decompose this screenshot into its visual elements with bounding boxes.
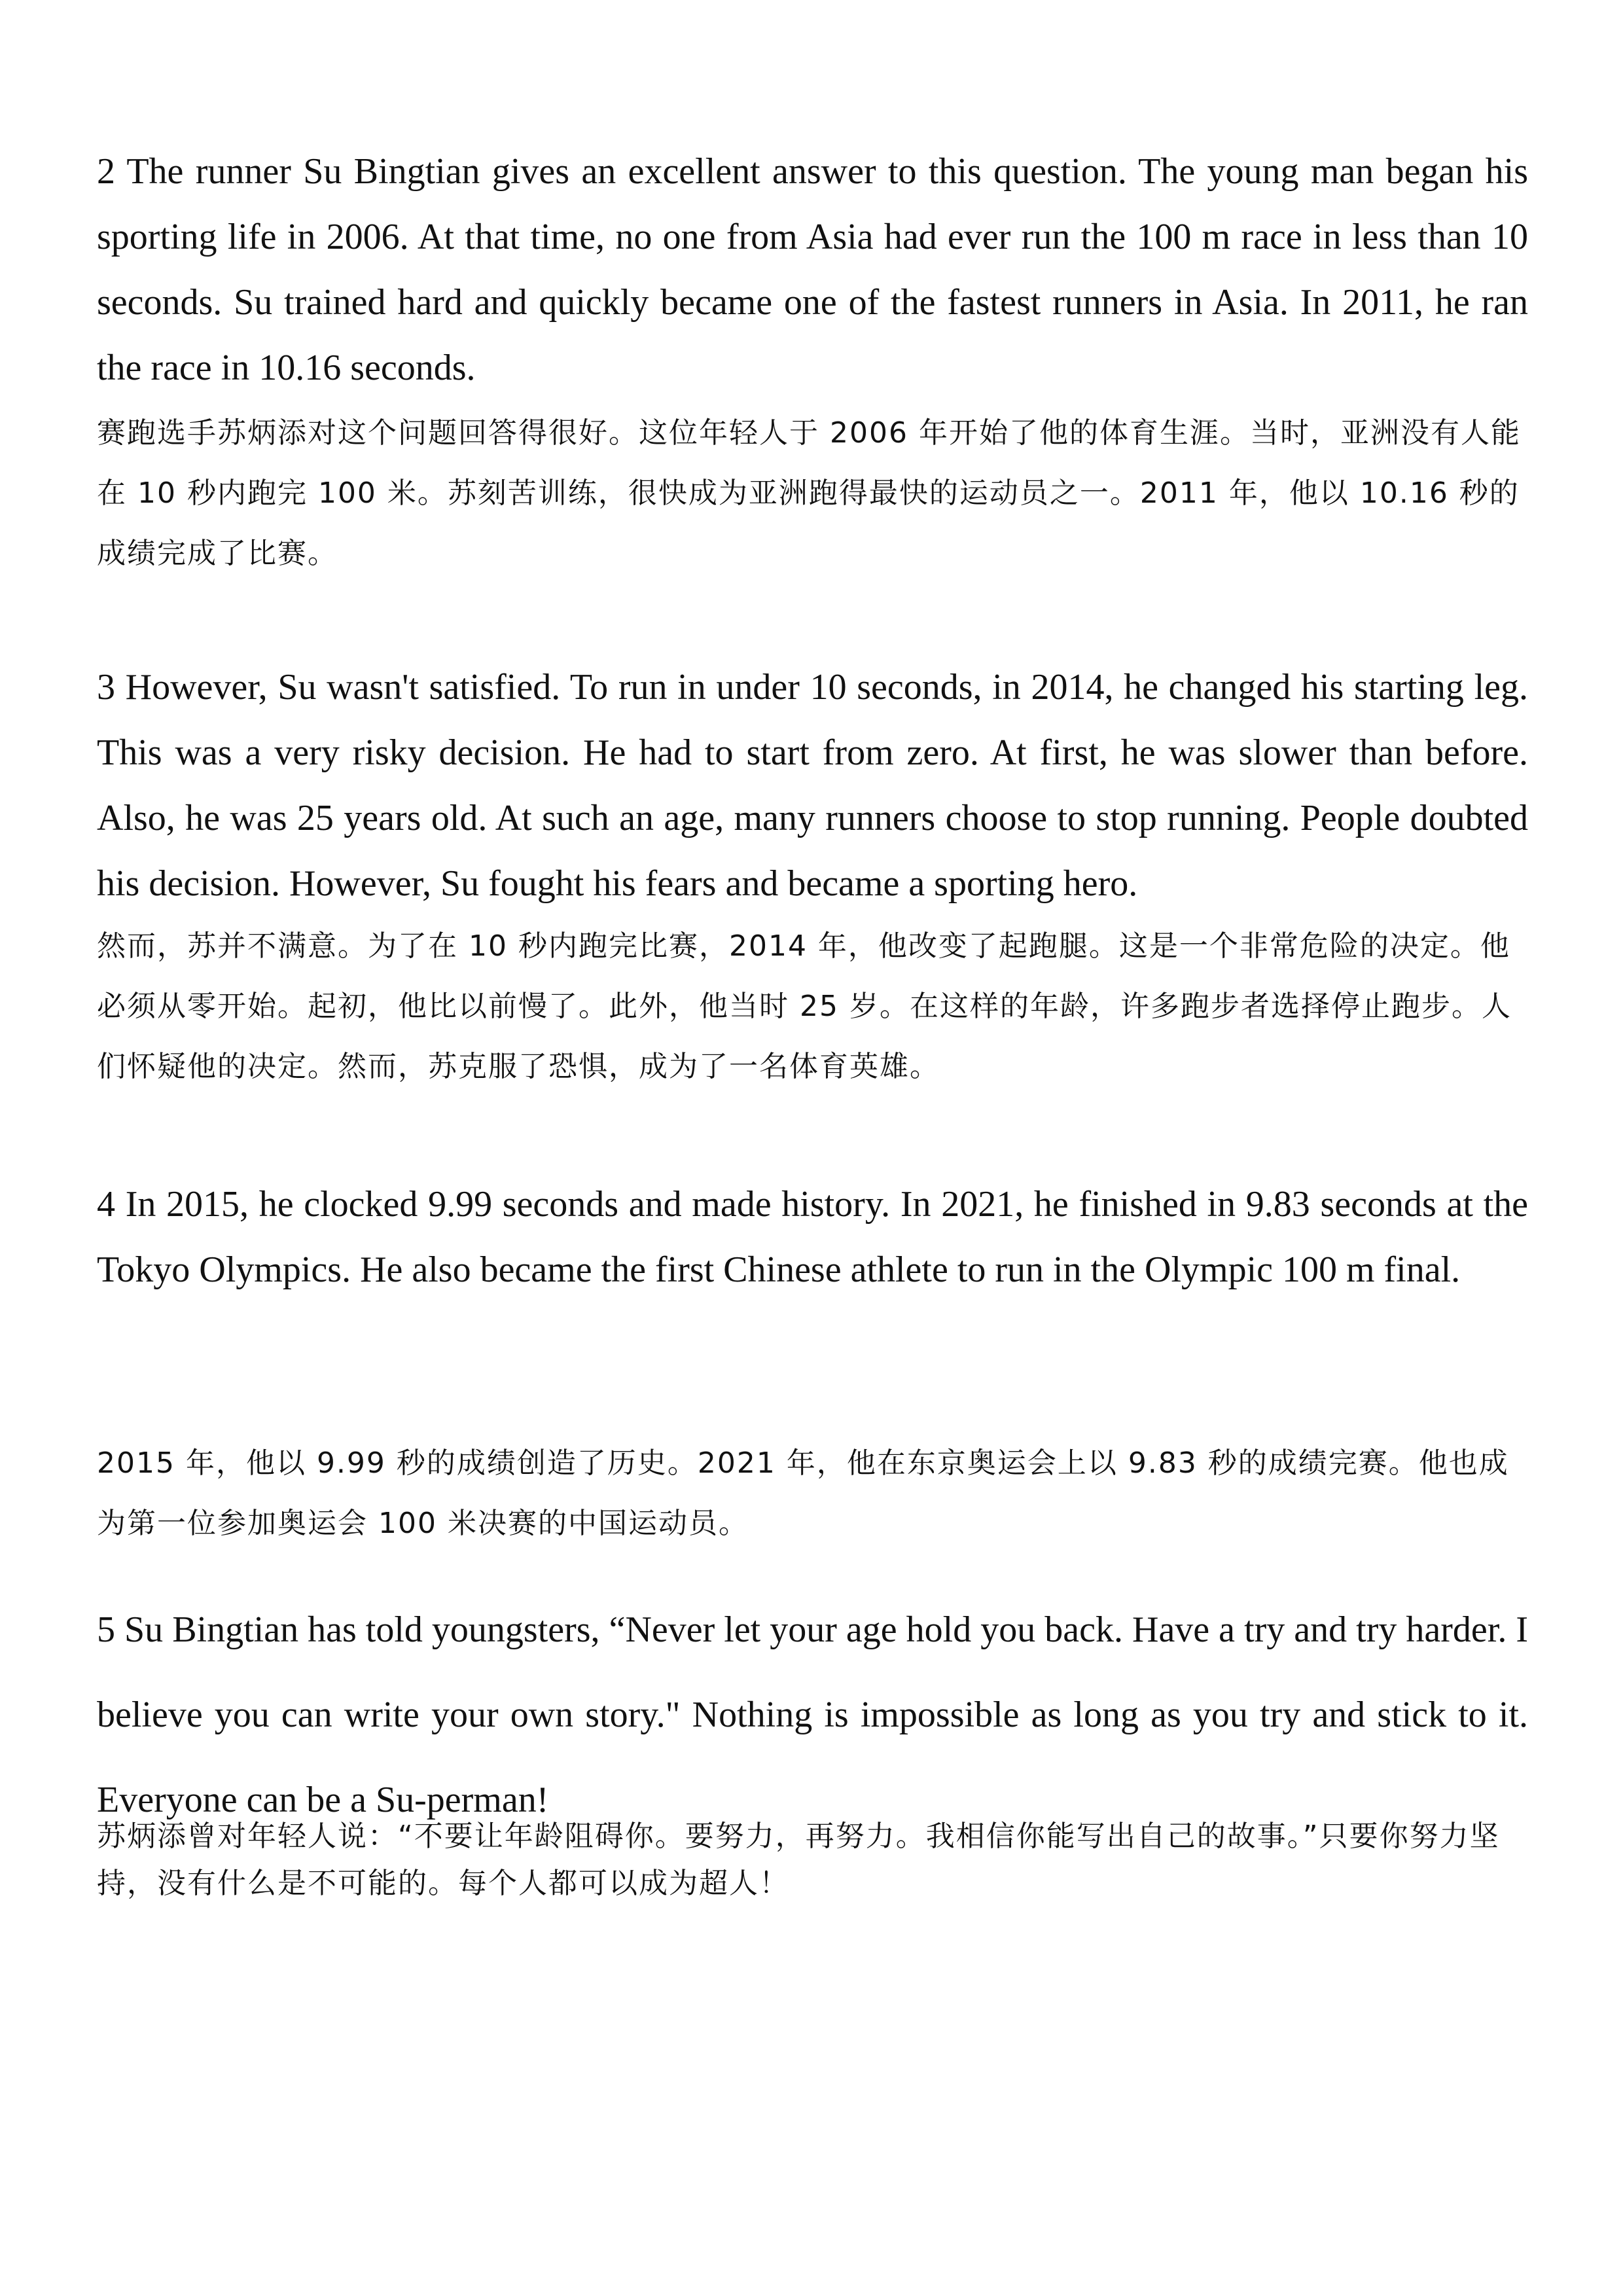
paragraph-5-english: 5 Su Bingtian has told youngsters, “Never let your age hold you back. Have a try and try harder. I believe you can write your own story." Nothing is impossible as long as you try and stick to it. Everyone can be a Su-perman! — [97, 1609, 1528, 1820]
paragraph-5-chinese: 苏炳添曾对年轻人说：“不要让年龄阻碍你。要努力，再努力。我相信你能写出自己的故事。”只要你努力坚持，没有什么是不可能的。每个人都可以成为超人！ — [97, 1820, 1500, 1900]
paragraph-4-english: 4 In 2015, he clocked 9.99 seconds and made history. In 2021, he finished in 9.83 seconds at the Tokyo Olympics. He also became the first Chinese athlete to run in the Olympic 100 m final. — [97, 1184, 1528, 1290]
paragraph-3-english: 3 However, Su wasn't satisfied. To run in under 10 seconds, in 2014, he changed his starting leg. This was a very risky decision. He had to start from zero. At first, he was slower than before. Also, he was 25 years old. At such an age, many runners choose to stop running. People doubted his decision. However, Su fought his fears and became a sporting hero. — [97, 667, 1528, 904]
paragraph-2-english: 2 The runner Su Bingtian gives an excellent answer to this question. The young man began his sporting life in 2006. At that time, no one from Asia had ever run the 100 m race in less than 10 seconds. Su trained hard and quickly became one of the fastest runners in Asia. In 2011, he ran the race in 10.16 seconds. — [97, 151, 1528, 388]
paragraph-3-chinese: 然而，苏并不满意。为了在 10 秒内跑完比赛，2014 年，他改变了起跑腿。这是一个非常危险的决定。他必须从零开始。起初，他比以前慢了。此外，他当时 25 岁。在这样的年龄，许多跑步者选择停止跑步。人们怀疑他的决定。然而，苏克服了恐惧，成为了一名体育英雄。 — [97, 929, 1512, 1083]
paragraph-2-chinese: 赛跑选手苏炳添对这个问题回答得很好。这位年轻人于 2006 年开始了他的体育生涯。当时，亚洲没有人能在 10 秒内跑完 100 米。苏刻苦训练，很快成为亚洲跑得最快的运动员之一。2011 年，他以 10.16 秒的成绩完成了比赛。 — [97, 416, 1521, 570]
paragraph-4-chinese: 2015 年，他以 9.99 秒的成绩创造了历史。2021 年，他在东京奥运会上以 9.83 秒的成绩完赛。他也成为第一位参加奥运会 100 米决赛的中国运动员。 — [97, 1446, 1509, 1540]
